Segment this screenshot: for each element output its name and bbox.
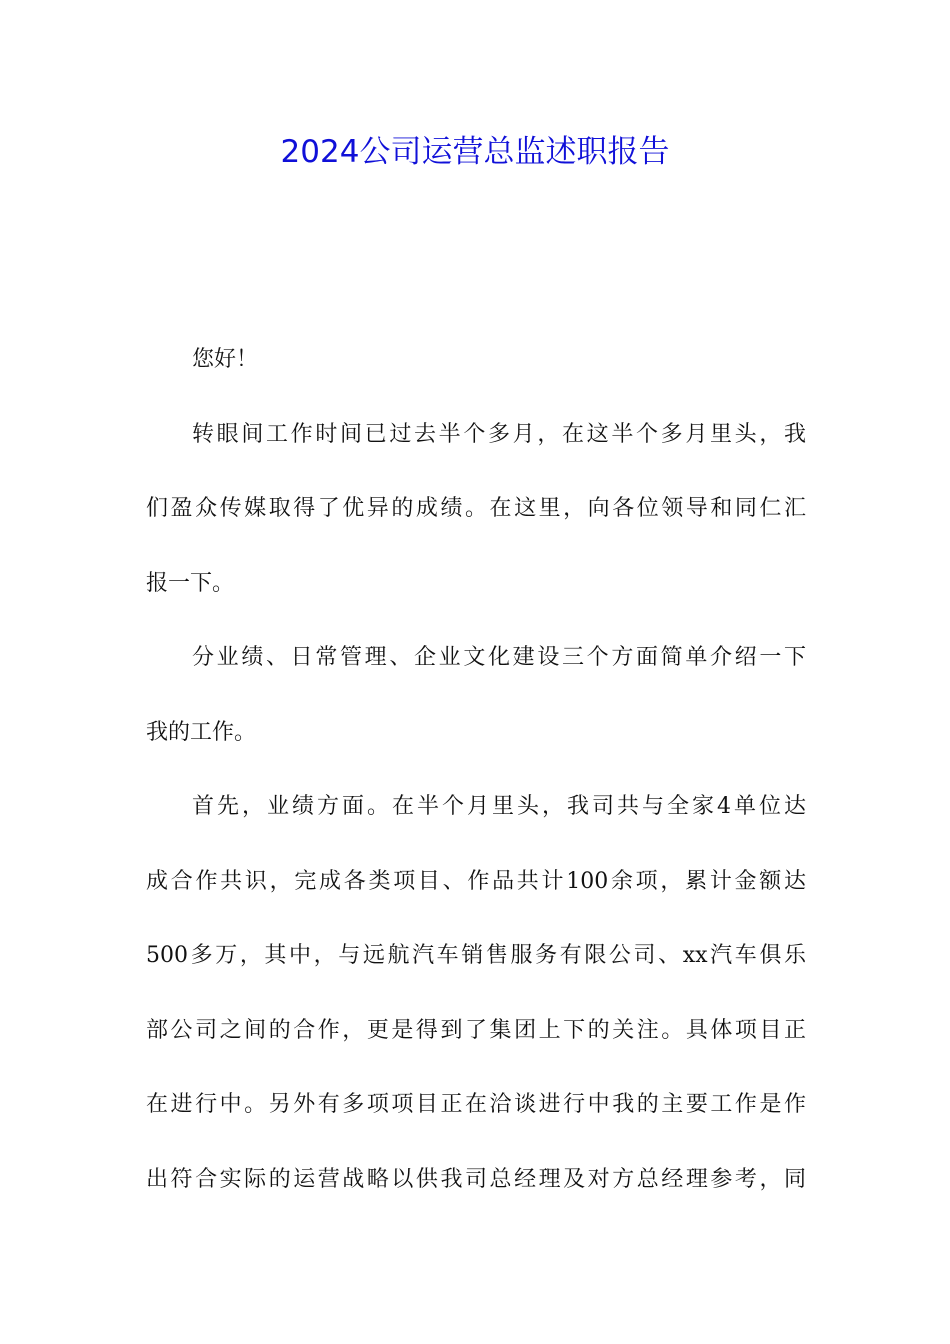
document-title: 2024公司运营总监述职报告: [280, 134, 670, 170]
body-line: 您好！: [192, 347, 259, 372]
body-line: 我的工作。: [146, 719, 257, 745]
body-line: 转眼间工作时间已过去半个多月，在这半个多月里头，我: [192, 421, 806, 447]
body-line: 成合作共识，完成各类项目、作品共计100余项，累计金额达: [146, 868, 806, 894]
body-line: 出符合实际的运营战略以供我司总经理及对方总经理参考，同: [146, 1166, 806, 1192]
body-line: 首先，业绩方面。在半个月里头，我司共与全家4单位达: [192, 794, 806, 819]
document-body: [146, 323, 806, 1217]
body-line: 在进行中。另外有多项项目正在洽谈进行中我的主要工作是作: [146, 1092, 806, 1117]
body-line: 们盈众传媒取得了优异的成绩。在这里，向各位领导和同仁汇: [146, 496, 806, 521]
body-line: 分业绩、日常管理、企业文化建设三个方面简单介绍一下: [192, 645, 806, 670]
body-line: 500多万，其中，与远航汽车销售服务有限公司、xx汽车俱乐: [146, 943, 806, 968]
body-line: 报一下。: [146, 570, 235, 596]
body-line: 部公司之间的合作，更是得到了集团上下的关注。具体项目正: [146, 1017, 806, 1043]
